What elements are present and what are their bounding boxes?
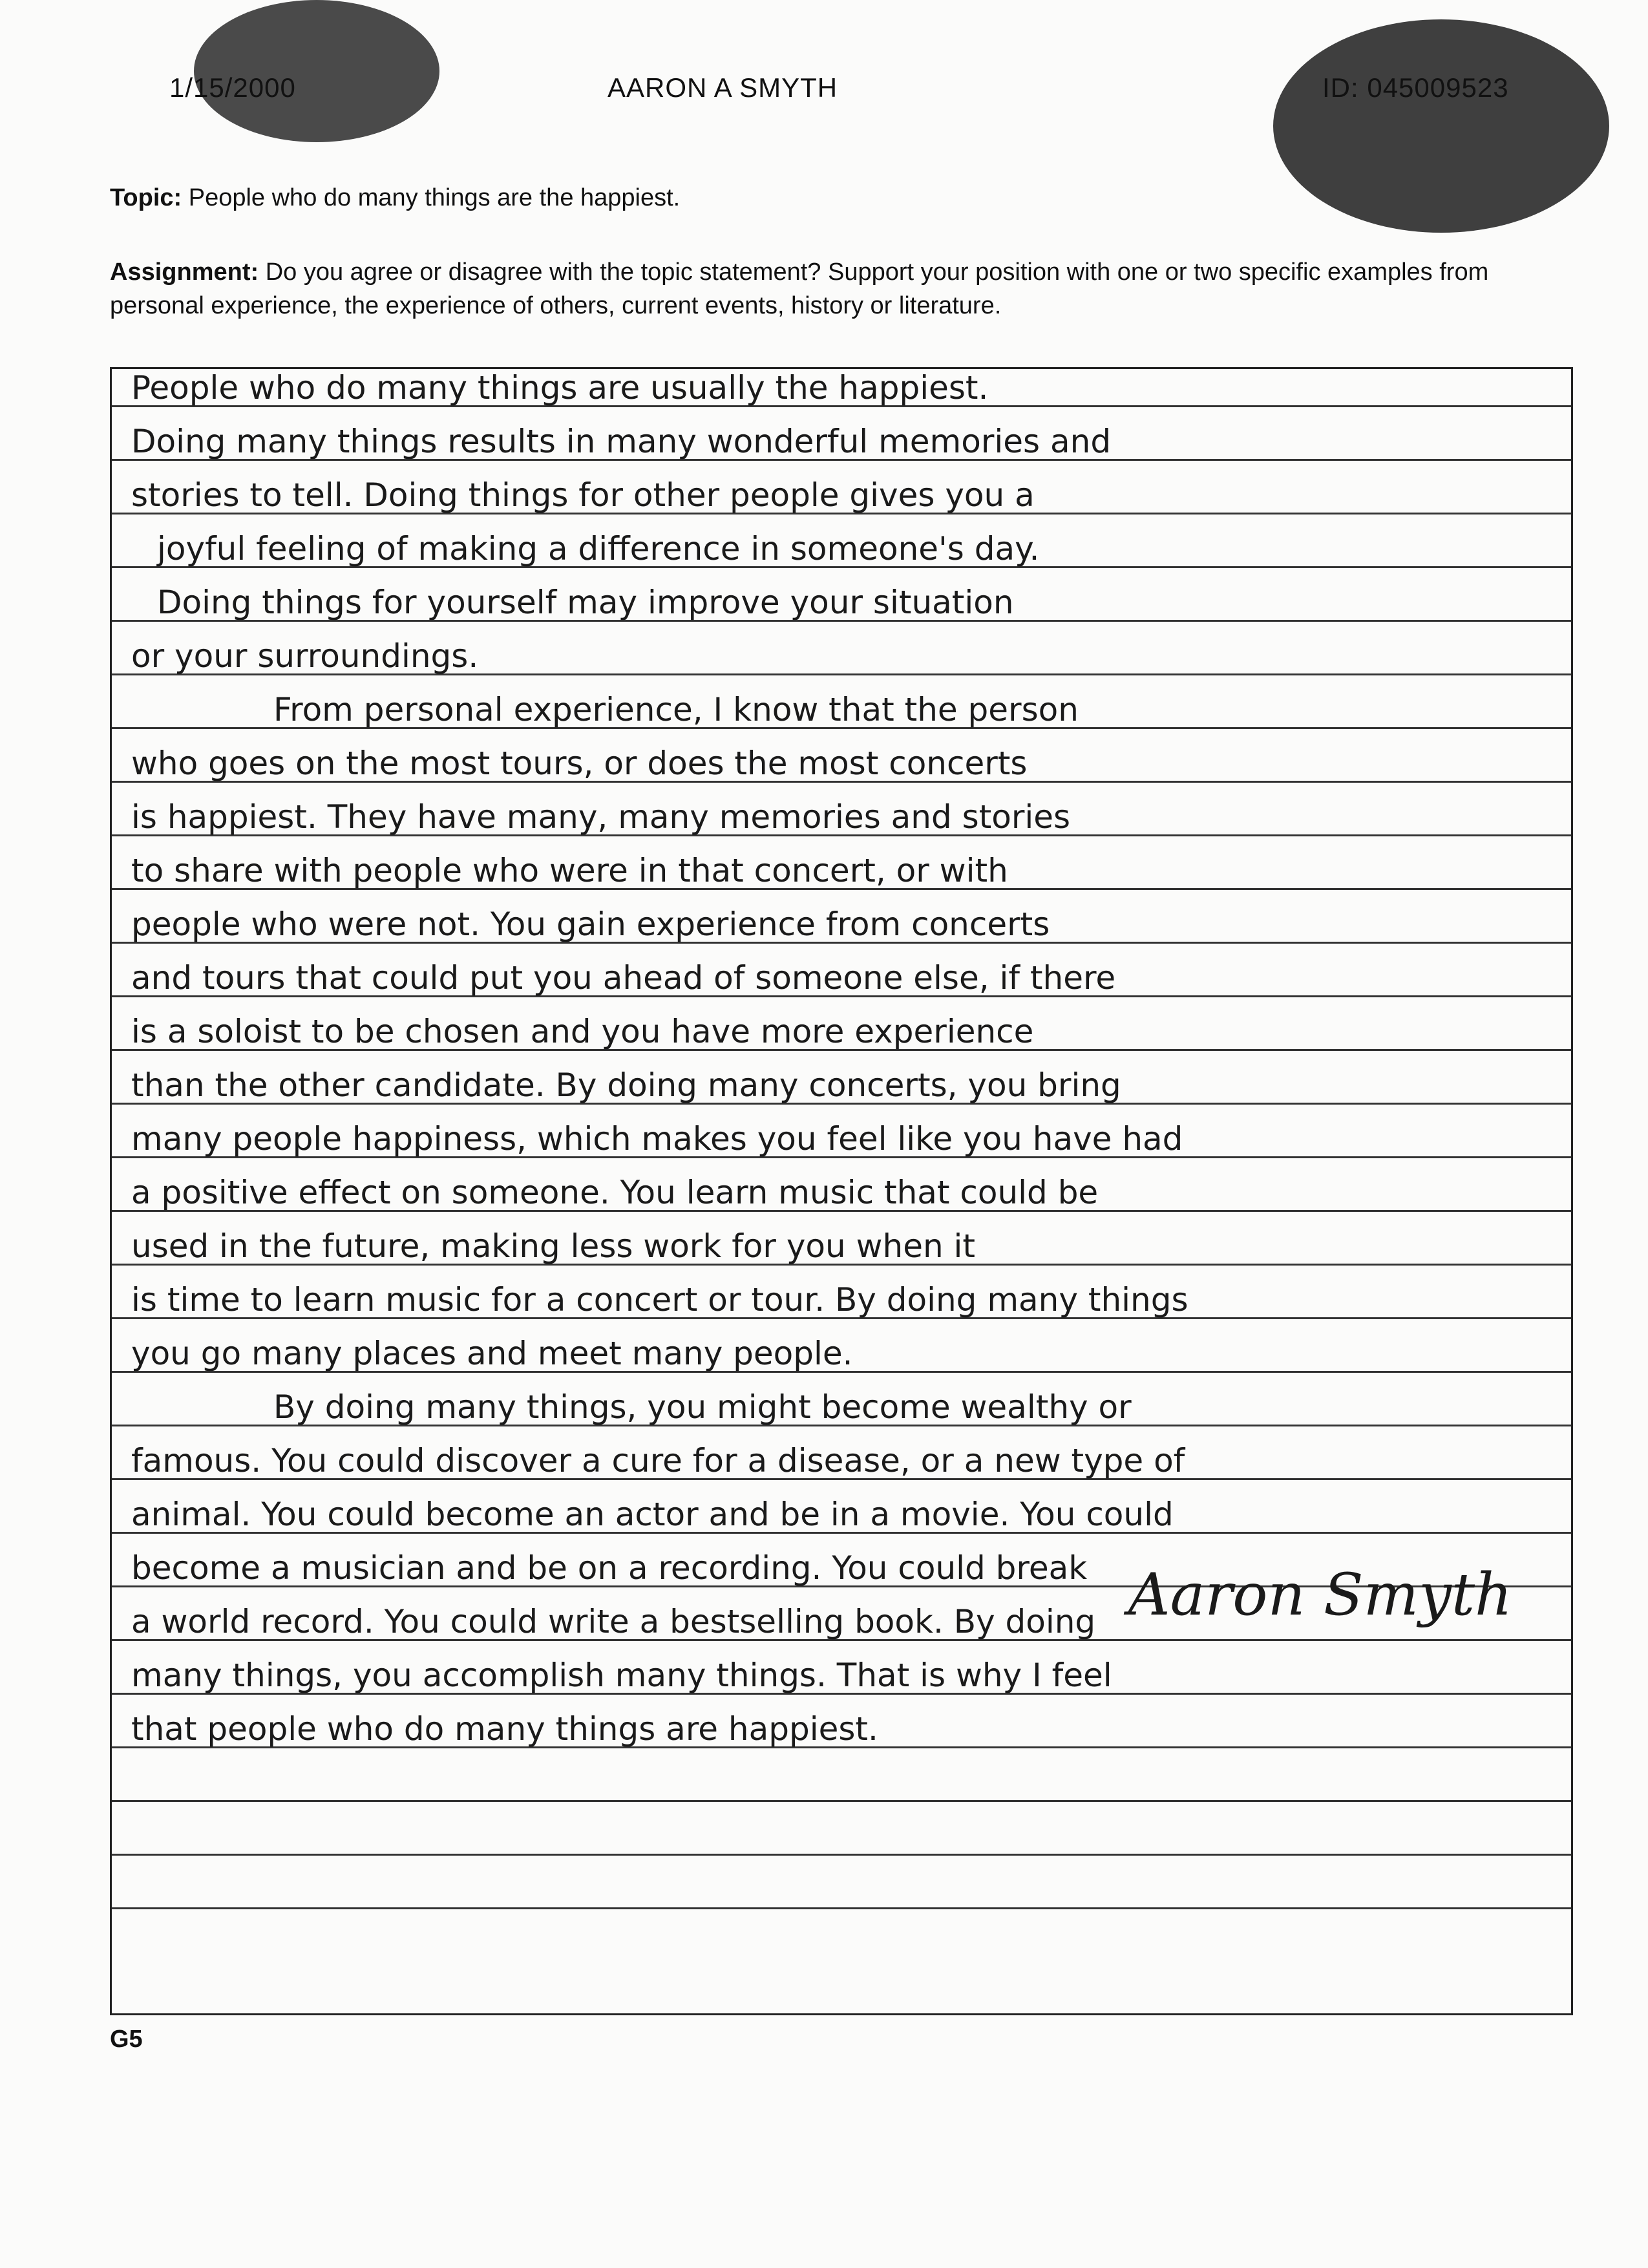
essay-line: that people who do many things are happiest.: [131, 1710, 878, 1748]
essay-line: many people happiness, which makes you feel like you have had: [131, 1120, 1183, 1158]
assignment-text: Do you agree or disagree with the topic statement? Support your position with one or two specific examples from personal experience, the experience of others, current events, history or literature.: [110, 259, 1489, 319]
essay-line: and tours that could put you ahead of someone else, if there: [131, 959, 1116, 997]
essay-line: From personal experience, I know that the person: [273, 691, 1079, 728]
essay-line: is a soloist to be chosen and you have more experience: [131, 1013, 1034, 1050]
essay-sheet: [110, 367, 1573, 2015]
essay-line: a positive effect on someone. You learn music that could be: [131, 1174, 1099, 1211]
essay-line: stories to tell. Doing things for other people gives you a: [131, 476, 1035, 514]
ink-stain-top-right: [1273, 19, 1609, 233]
essay-line: joyful feeling of making a difference in someone's day.: [157, 530, 1040, 567]
topic: [110, 184, 680, 212]
essay-line: Doing many things results in many wonderful memories and: [131, 423, 1112, 460]
ruled-line: [112, 1800, 1571, 1802]
essay-line: to share with people who were in that concert, or with: [131, 852, 1008, 889]
essay-line: than the other candidate. By doing many concerts, you bring: [131, 1066, 1121, 1104]
student-id: ID: 045009523: [1322, 72, 1509, 103]
essay-line: By doing many things, you might become wealthy or: [273, 1388, 1132, 1426]
essay-line: you go many places and meet many people.: [131, 1335, 853, 1372]
ruled-line: [112, 1907, 1571, 1909]
signature: Aaron Smyth: [1128, 1561, 1512, 1629]
essay-line: animal. You could become an actor and be in a movie. You could: [131, 1496, 1174, 1533]
topic-label: Topic:: [110, 184, 182, 211]
essay-line: many things, you accomplish many things. That is why I feel: [131, 1657, 1112, 1694]
date: 1/15/2000: [169, 72, 296, 103]
essay-line: famous. You could discover a cure for a disease, or a new type of: [131, 1442, 1185, 1479]
topic-text: People who do many things are the happiest.: [188, 184, 681, 211]
essay-line: people who were not. You gain experience from concerts: [131, 906, 1050, 943]
essay-line: People who do many things are usually the happiest.: [131, 369, 989, 407]
ink-stain-top-left: [194, 0, 439, 142]
assignment-label: Assignment:: [110, 259, 259, 286]
student-name: AARON A SMYTH: [607, 72, 838, 103]
essay-line: become a musician and be on a recording. You could break: [131, 1549, 1088, 1587]
essay-line: Doing things for yourself may improve your situation: [157, 584, 1014, 621]
ruled-line: [112, 1854, 1571, 1856]
essay-line: or your surroundings.: [131, 637, 479, 675]
assignment: [110, 255, 1532, 323]
essay-line: used in the future, making less work for you when it: [131, 1227, 976, 1265]
essay-line: who goes on the most tours, or does the most concerts: [131, 745, 1028, 782]
form-code: G5: [110, 2026, 143, 2053]
essay-line: is happiest. They have many, many memories and stories: [131, 798, 1071, 836]
essay-line: a world record. You could write a bestselling book. By doing: [131, 1603, 1096, 1640]
essay-line: is time to learn music for a concert or tour. By doing many things: [131, 1281, 1188, 1319]
